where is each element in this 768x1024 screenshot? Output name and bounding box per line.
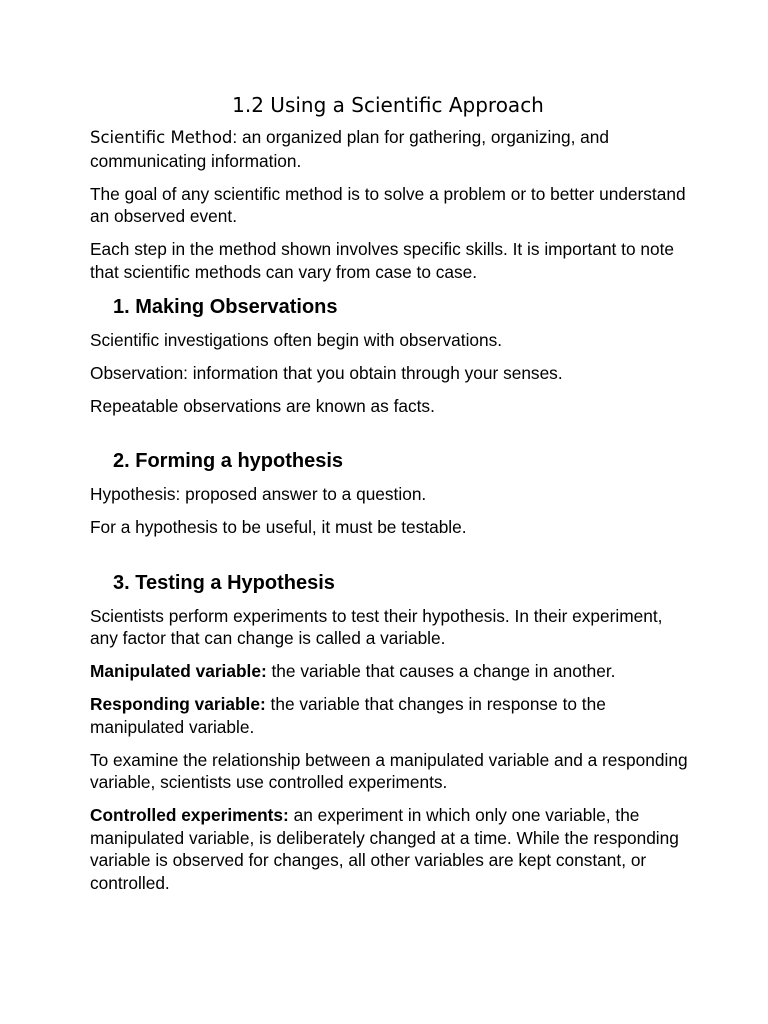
scientific-method-definition	[90, 126, 690, 172]
goal-paragraph: The goal of any scientific method is to solve a problem or to better understand an observed event.	[90, 183, 686, 226]
hypothesis-paragraph-1: Hypothesis: proposed answer to a question.	[90, 484, 427, 504]
observations-paragraph-2: Observation: information that you obtain through your senses.	[90, 362, 563, 383]
relationship-paragraph: To examine the relationship between a manipulated variable and a responding variable, scientists use controlled experiments.	[90, 749, 688, 792]
section-heading-testing: 3. Testing a Hypothesis	[113, 571, 335, 594]
document-page	[90, 92, 690, 905]
scientific-method-term: Scientific Method	[90, 128, 233, 147]
manipulated-variable-text: the variable that causes a change in another.	[266, 661, 616, 681]
controlled-experiments-term: Controlled experiments:	[90, 805, 289, 825]
responding-variable-term: Responding variable:	[90, 694, 266, 714]
responding-variable-definition	[90, 693, 690, 738]
scientific-method-text: : an organized plan for gathering, organizing, and communicating information.	[90, 127, 610, 171]
manipulated-variable-definition	[90, 660, 690, 683]
observations-paragraph-3: Repeatable observations are known as facts.	[90, 395, 435, 416]
controlled-experiments-definition	[90, 804, 690, 894]
testing-paragraph-1: Scientists perform experiments to test their hypothesis. In their experiment, any factor that can change is called a variable.	[90, 605, 663, 648]
steps-paragraph: Each step in the method shown involves specific skills. It is important to note that scientific methods can vary from case to case.	[90, 239, 675, 282]
page-title: 1.2 Using a Scientific Approach	[232, 93, 544, 117]
responding-variable-text: the variable that changes in response to the manipulated variable.	[90, 694, 606, 737]
section-heading-hypothesis: 2. Forming a hypothesis	[113, 450, 344, 472]
hypothesis-paragraph-2: For a hypothesis to be useful, it must be testable.	[90, 517, 467, 537]
manipulated-variable-term: Manipulated variable:	[90, 661, 267, 681]
observations-paragraph-1: Scientific investigations often begin with observations.	[90, 329, 503, 350]
controlled-experiments-text: an experiment in which only one variable, the manipulated variable, is deliberately changed at a time. While the responding variable is observed for changes, all other variables are kept constant, or controlled.	[90, 805, 679, 893]
section-heading-observations: 1. Making Observations	[113, 295, 338, 318]
